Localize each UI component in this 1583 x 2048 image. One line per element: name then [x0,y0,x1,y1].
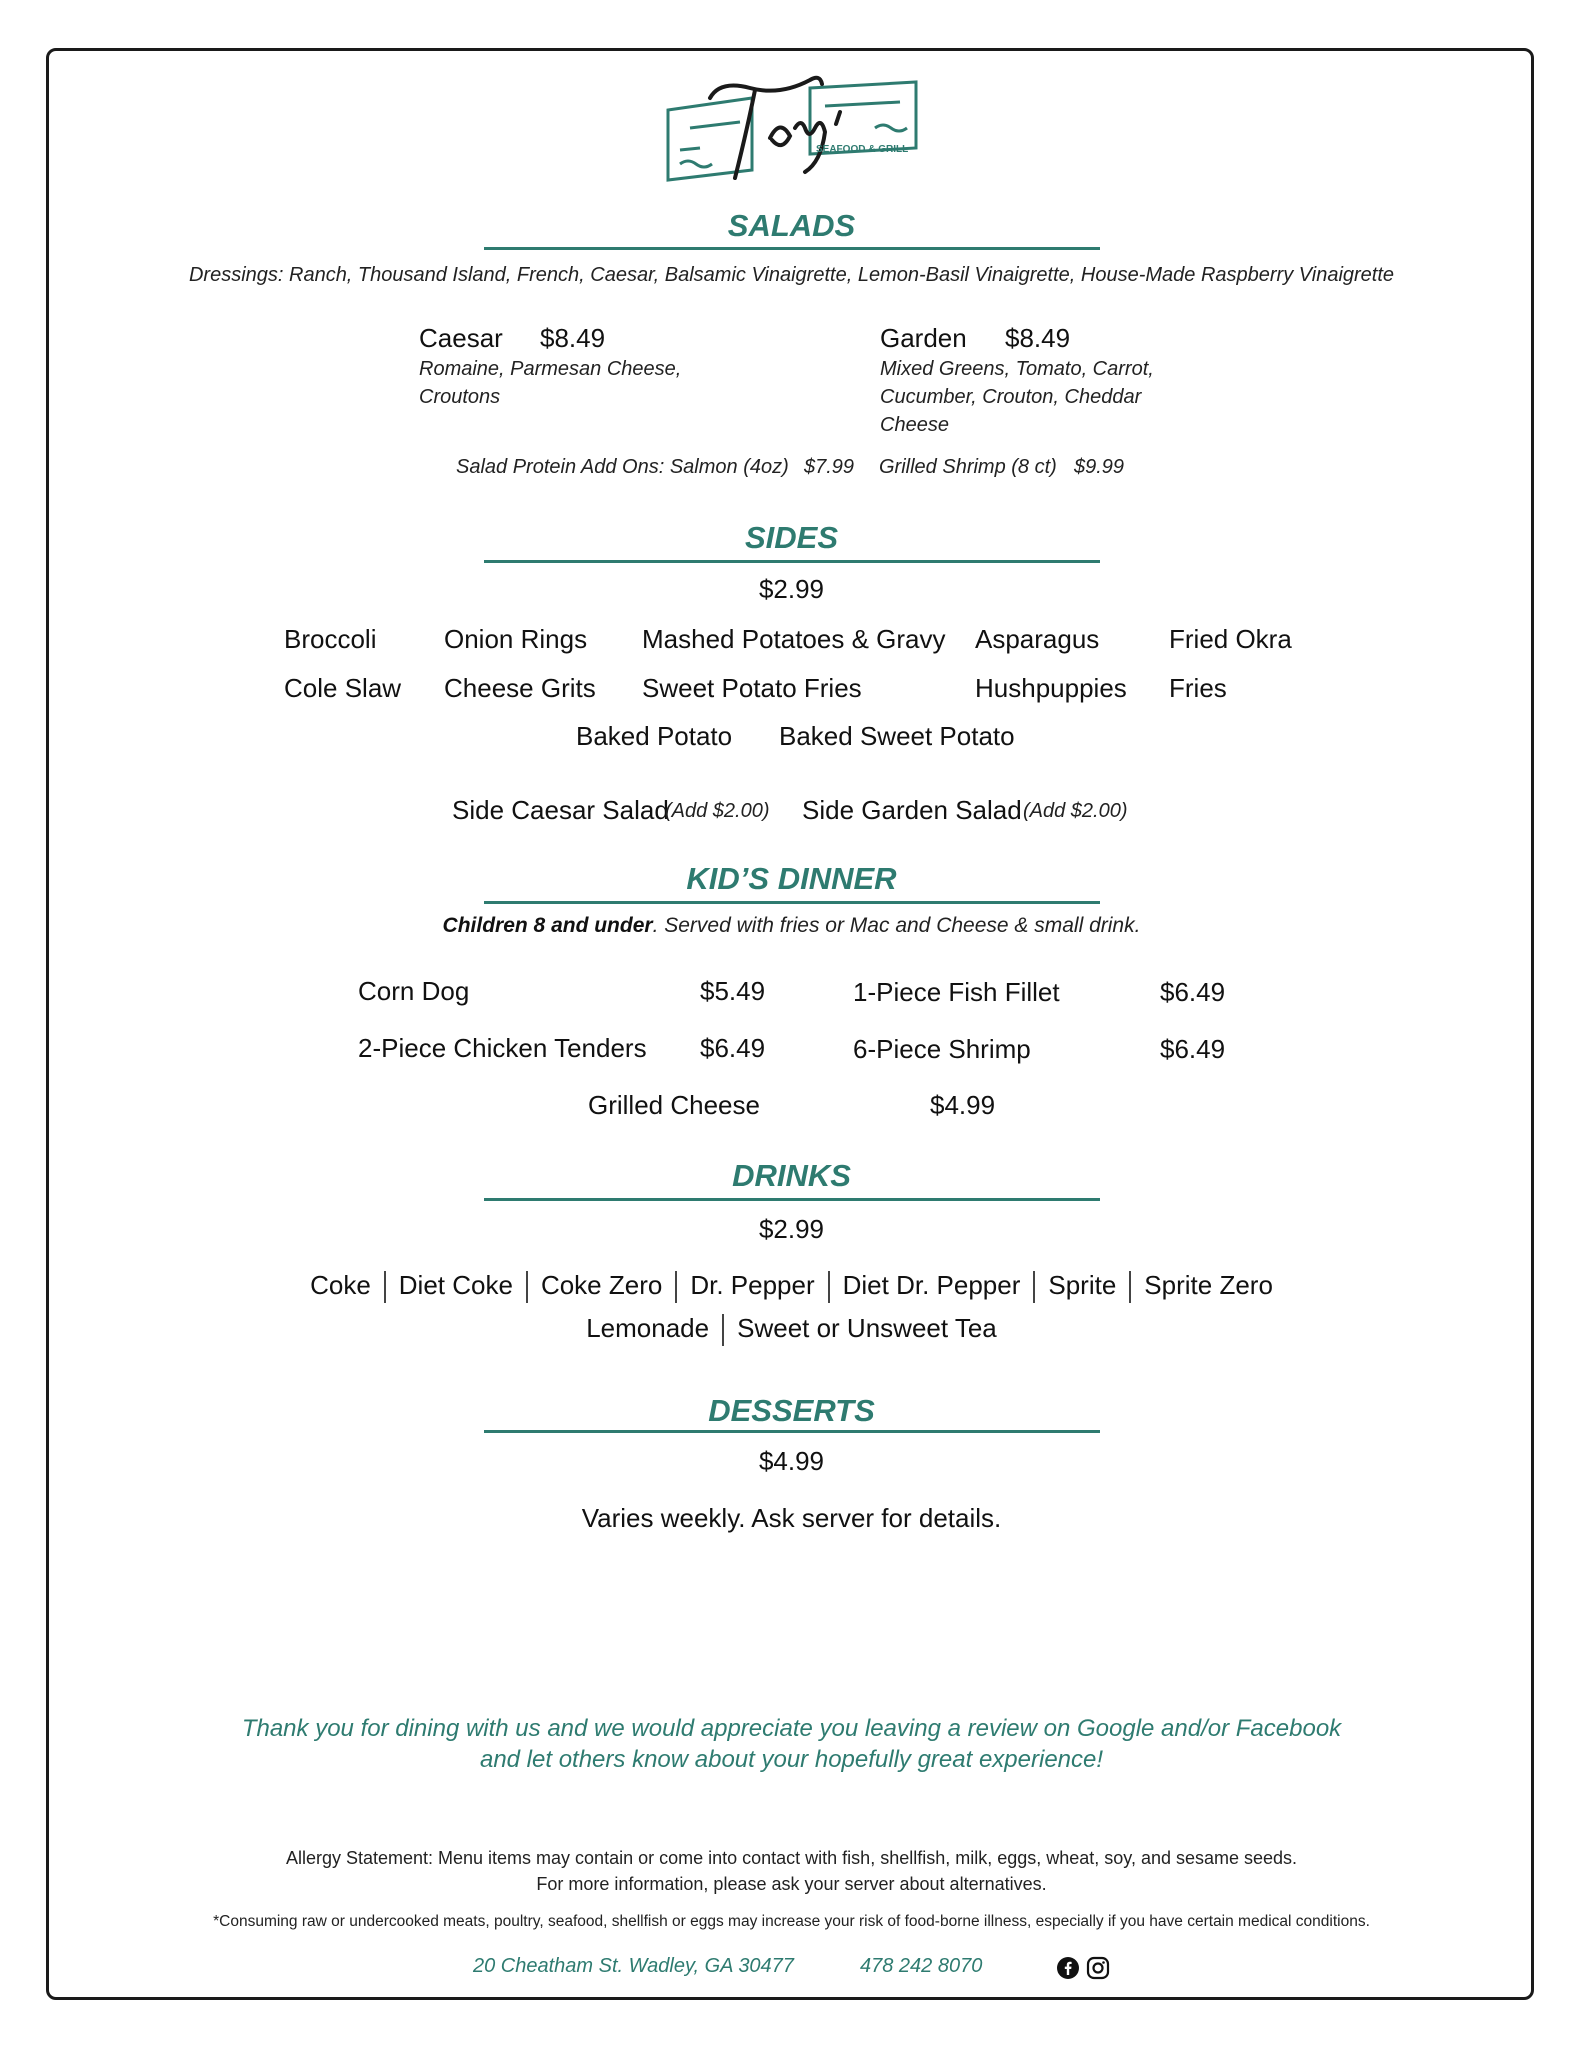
salad-desc: Romaine, Parmesan Cheese, Croutons [419,358,682,408]
consuming-warning: *Consuming raw or undercooked meats, poultry, seafood, shellfish or eggs may increase your risk of food-borne illness, especially if you have certain medical conditions. [213,1913,1370,1930]
phone: 478 242 8070 [860,1955,983,1977]
side-item: Broccoli [284,624,377,654]
kids-item-name: Grilled Cheese [588,1090,760,1120]
kids-item-name: 1-Piece Fish Fillet [853,977,1060,1007]
separator [1129,1271,1131,1303]
instagram-icon[interactable] [1086,1956,1110,1985]
salad-addon-price: $9.99 [1074,456,1125,478]
kids-item-price: $6.49 [1160,1034,1226,1064]
side-item: Fries [1169,673,1227,703]
side-item: Baked Potato [576,721,733,751]
side-salad-note: (Add $2.00) [1023,800,1128,822]
drink-item: Sprite Zero [1144,1270,1273,1300]
side-item: Mashed Potatoes & Gravy [642,624,946,654]
separator [675,1271,677,1303]
desserts-price: $4.99 [758,1446,825,1476]
side-item: Fried Okra [1169,624,1292,654]
drinks-price: $2.99 [758,1214,825,1244]
kids-subtitle-bold: Children 8 and under [442,914,653,937]
allergy-statement: For more information, please ask your server about alternatives. [536,1874,1047,1894]
kids-subtitle [0,914,1583,938]
side-salad-note: (Add $2.00) [665,800,770,822]
thanks-line: and let others know about your hopefully great experience! [479,1746,1104,1773]
drink-item: Coke [310,1270,371,1300]
drink-item: Dr. Pepper [690,1270,815,1300]
salad-addon-label: Grilled Shrimp (8 ct) [879,456,1057,478]
kids-item-name: 2-Piece Chicken Tenders [358,1033,647,1063]
drink-item: Lemonade [586,1313,710,1343]
drinks-row [0,1270,1583,1303]
salad-desc: Mixed Greens, Tomato, Carrot, Cucumber, Crouton, Cheddar Cheese [880,358,1154,436]
section-rule [484,1198,1100,1201]
kids-item-price: $6.49 [700,1033,766,1063]
separator [1033,1271,1035,1303]
logo [660,68,922,190]
logo-subtext: SEAFOOD & GRILL [816,144,909,155]
kids-subtitle-rest: . Served with fries or Mac and Cheese & small drink. [652,914,1141,937]
address: 20 Cheatham St. Wadley, GA 30477 [473,1955,794,1977]
side-item: Cole Slaw [284,673,402,703]
salad-price: $8.49 [1005,323,1071,353]
logo-graphic [660,68,922,190]
section-rule [484,247,1100,250]
salad-name: Garden [880,323,967,353]
section-title-drinks: DRINKS [732,1158,851,1193]
kids-item-price: $4.99 [930,1090,996,1120]
side-item: Onion Rings [444,624,588,654]
facebook-icon[interactable] [1056,1956,1080,1985]
drink-item: Diet Dr. Pepper [842,1270,1021,1300]
section-rule [484,1430,1100,1433]
section-title-sides: SIDES [744,520,839,555]
kids-item-price: $5.49 [700,976,766,1006]
side-salad-name: Side Garden Salad [802,795,1022,825]
drink-item: Sprite [1048,1270,1117,1300]
menu-border [46,48,1534,2000]
section-title-desserts: DESSERTS [708,1393,875,1428]
side-item: Sweet Potato Fries [642,673,862,703]
thanks-line: Thank you for dining with us and we would appreciate you leaving a review on Google and/or Facebook [241,1715,1342,1742]
salad-addons-label: Salad Protein Add Ons: Salmon (4oz) [456,456,789,478]
separator [384,1271,386,1303]
section-rule [484,901,1100,904]
section-title-kids: KID’S DINNER [686,861,897,896]
drink-item: Coke Zero [540,1270,663,1300]
kids-item-price: $6.49 [1160,977,1226,1007]
salad-price: $8.49 [540,323,606,353]
side-item: Baked Sweet Potato [779,721,1015,751]
drinks-row [0,1313,1583,1346]
allergy-statement: Allergy Statement: Menu items may contain or come into contact with fish, shellfish, milk, eggs, wheat, soy, and sesame seeds. [285,1848,1298,1868]
side-item: Asparagus [975,624,1100,654]
drink-item: Diet Coke [398,1270,513,1300]
side-salad-name: Side Caesar Salad [452,795,669,825]
salad-name: Caesar [419,323,503,353]
separator [828,1271,830,1303]
separator [722,1314,724,1346]
desserts-note: Varies weekly. Ask server for details. [581,1503,1002,1533]
kids-item-name: Corn Dog [358,976,470,1006]
section-rule [484,560,1100,563]
salad-dressings: Dressings: Ranch, Thousand Island, French, Caesar, Balsamic Vinaigrette, Lemon-Basil Vinaigrette, House-Made Raspberry Vinaigrette [188,264,1395,286]
side-item: Cheese Grits [444,673,596,703]
drink-item: Sweet or Unsweet Tea [737,1313,997,1343]
kids-item-name: 6-Piece Shrimp [853,1034,1031,1064]
side-item: Hushpuppies [975,673,1127,703]
section-title-salads: SALADS [727,208,856,243]
salad-addon-price: $7.99 [804,456,855,478]
sides-price: $2.99 [758,574,825,604]
separator [526,1271,528,1303]
